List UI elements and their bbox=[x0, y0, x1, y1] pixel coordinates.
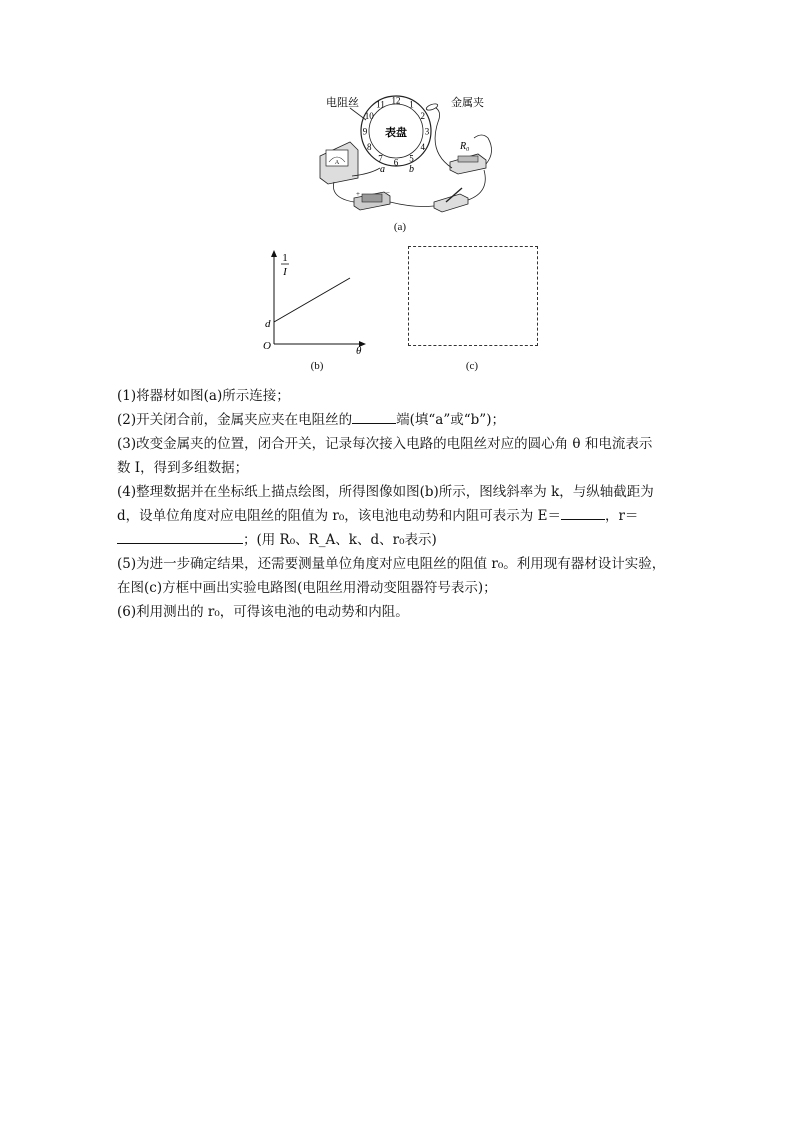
dial-number: 10 bbox=[364, 111, 374, 121]
dial-number: 4 bbox=[420, 142, 426, 152]
x-label: θ bbox=[356, 345, 362, 356]
figure-b-graph bbox=[258, 246, 368, 356]
dial-number: 9 bbox=[362, 126, 368, 137]
dial-number: 7 bbox=[378, 153, 383, 164]
step-4-line-3 bbox=[117, 528, 707, 552]
problem-text bbox=[117, 384, 707, 624]
dial-number: 3 bbox=[424, 126, 430, 137]
dial-number: 5 bbox=[409, 153, 414, 164]
origin-label: O bbox=[263, 340, 271, 352]
svg-text:+: + bbox=[356, 190, 360, 198]
step-2-pre: (2)开关闭合前，金属夹应夹在电阻丝的 bbox=[117, 412, 353, 428]
step-3-line-1: (3)改变金属夹的位置，闭合开关，记录每次接入电路的电阻丝对应的圆心角 θ 和电流表示 bbox=[117, 436, 653, 452]
point-b: b bbox=[409, 164, 414, 175]
step-5-line-2: 在图(c)方框中画出实验电路图(电阻丝用滑动变阻器符号表示)； bbox=[117, 580, 497, 596]
label-clip: 金属夹 bbox=[451, 97, 484, 109]
step-6: (6)利用测出的 r₀，可得该电池的电动势和内阻。 bbox=[117, 604, 409, 620]
answer-blank-emf[interactable] bbox=[561, 504, 605, 520]
label-wire: 电阻丝 bbox=[326, 97, 359, 109]
svg-text:−: − bbox=[386, 189, 390, 197]
battery-icon bbox=[354, 189, 390, 210]
step-2-post: 端(填“a”或“b”)； bbox=[396, 412, 505, 428]
y-axis-arrow bbox=[271, 250, 277, 257]
dial-number: 12 bbox=[391, 95, 401, 106]
step-5-line-1: (5)为进一步确定结果，还需要测量单位角度对应电阻丝的阻值 r₀。利用现有器材设计实验， bbox=[117, 556, 666, 572]
step-1: (1)将器材如图(a)所示连接； bbox=[117, 388, 290, 404]
intercept-label: d bbox=[265, 318, 271, 330]
step-4-line-2-pre: d，设单位角度对应电阻丝的阻值为 r₀，该电池电动势和内阻可表示为 E＝ bbox=[117, 508, 561, 524]
wire-pointer bbox=[350, 108, 366, 120]
step-4-line-3-post: ；(用 R₀、R_A、k、d、r₀表示) bbox=[243, 532, 437, 548]
ammeter-icon bbox=[320, 142, 358, 184]
ammeter-label: A bbox=[334, 160, 340, 166]
step-3-line-2: 数 I，得到多组数据； bbox=[117, 460, 249, 476]
step-4-line-1: (4)整理数据并在坐标纸上描点绘图，所得图像如图(b)所示，图线斜率为 k，与纵轴截距为 bbox=[117, 484, 654, 500]
dial-number: 6 bbox=[393, 157, 399, 168]
figure-a-caption: (a) bbox=[393, 221, 407, 233]
answer-blank-clip-end[interactable] bbox=[352, 408, 396, 424]
switch-icon bbox=[434, 188, 468, 212]
figure-c-caption: (c) bbox=[465, 360, 479, 372]
dial-number: 8 bbox=[366, 142, 372, 152]
figure-b-caption: (b) bbox=[310, 360, 324, 372]
point-a: a bbox=[380, 164, 385, 175]
step-2 bbox=[117, 408, 707, 432]
step-4-line-2-mid: ，r＝ bbox=[604, 508, 639, 524]
data-line bbox=[274, 278, 350, 322]
y-label-numerator: 1 bbox=[282, 252, 288, 264]
answer-blank-internal-resistance[interactable] bbox=[117, 528, 243, 544]
dial-number: 2 bbox=[420, 111, 426, 121]
metal-clip-icon bbox=[426, 103, 439, 112]
resistor-icon bbox=[450, 141, 486, 174]
figure-c-answer-box[interactable] bbox=[408, 246, 538, 346]
y-label-denominator: I bbox=[283, 266, 287, 278]
dial-label: 表盘 bbox=[385, 127, 407, 139]
dial-number: 11 bbox=[376, 99, 385, 110]
resistor-label: $R_0$ bbox=[460, 141, 470, 153]
figure-a-apparatus bbox=[310, 92, 500, 217]
step-4-line-2 bbox=[117, 504, 707, 528]
dial-number: 1 bbox=[409, 99, 414, 110]
